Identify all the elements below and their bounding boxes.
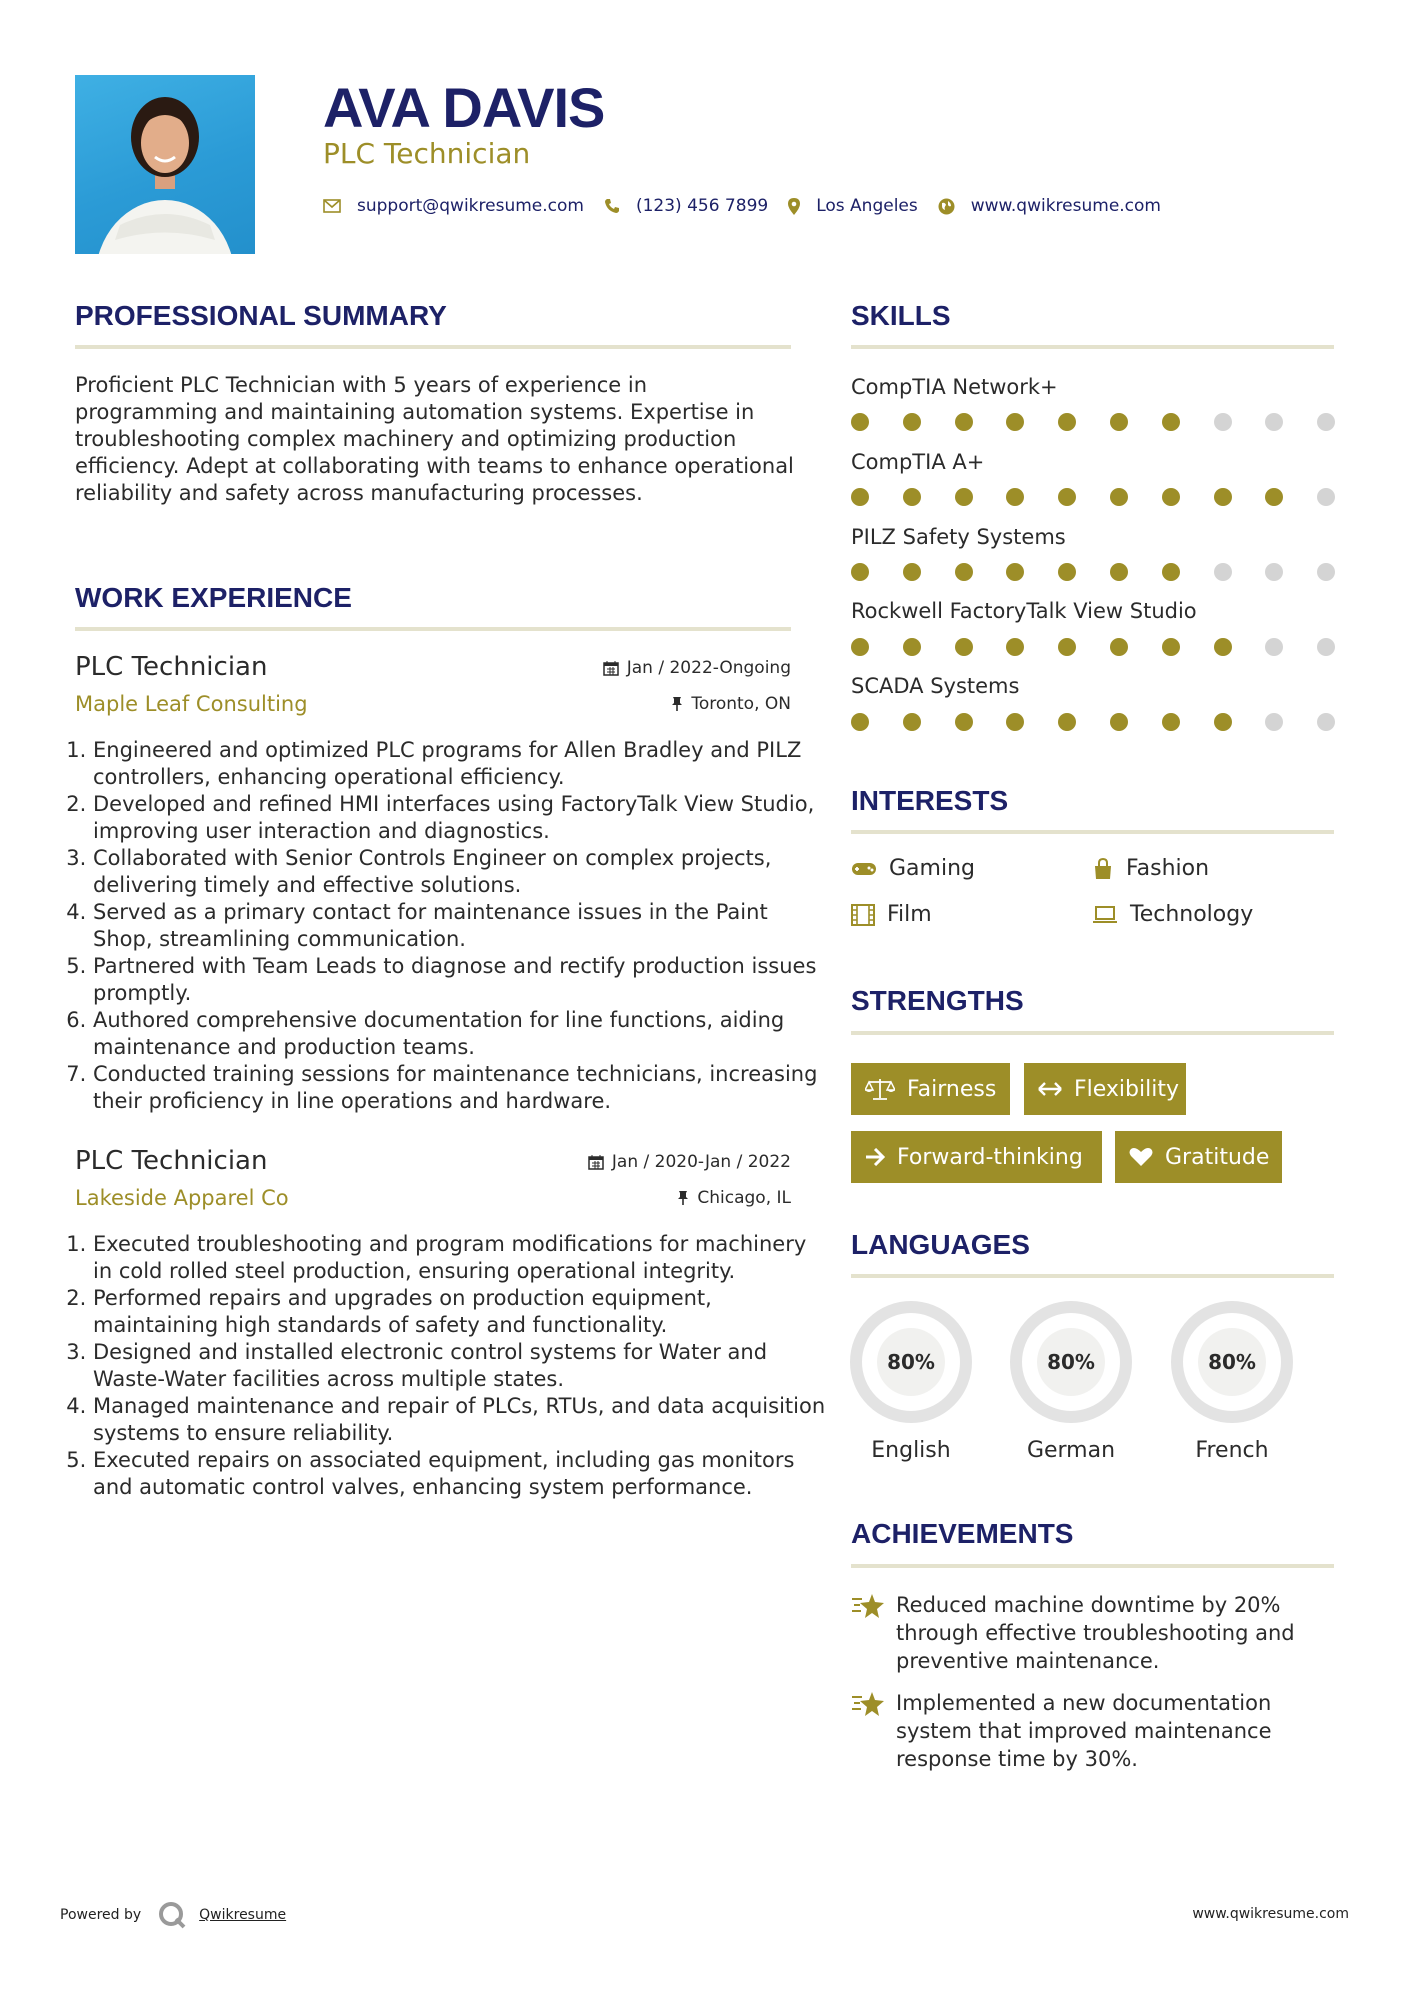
job-date-text: Jan / 2022-Ongoing bbox=[626, 658, 791, 678]
candidate-title: PLC Technician bbox=[323, 137, 531, 170]
phone-icon bbox=[604, 198, 620, 214]
balance-scale-icon bbox=[865, 1078, 895, 1100]
strengths-divider bbox=[851, 1031, 1334, 1035]
skills-heading: SKILLS bbox=[851, 300, 951, 331]
rating-dot-filled bbox=[1006, 413, 1024, 431]
rating-dot-filled bbox=[851, 638, 869, 656]
rating-dot-filled bbox=[1058, 563, 1076, 581]
list-item: 1. Engineered and optimized PLC programs for Allen Bradley and PILZ controllers, enhancing operational efficiency. bbox=[93, 737, 828, 791]
rating-dot-filled bbox=[1058, 413, 1076, 431]
rating-dot-filled bbox=[903, 638, 921, 656]
achievement-item bbox=[851, 1591, 1331, 1675]
rating-dot-filled bbox=[1162, 488, 1180, 506]
rating-dot-filled bbox=[1058, 638, 1076, 656]
job-date bbox=[588, 1152, 791, 1172]
rating-dot-filled bbox=[851, 563, 869, 581]
interest-item bbox=[851, 902, 932, 927]
pushpin-icon bbox=[671, 696, 683, 712]
skill-name: Rockwell FactoryTalk View Studio bbox=[851, 599, 1197, 623]
job-company: Lakeside Apparel Co bbox=[75, 1186, 289, 1210]
rating-dot-filled bbox=[903, 413, 921, 431]
achievements-heading: ACHIEVEMENTS bbox=[851, 1518, 1074, 1549]
rating-dot-filled bbox=[955, 713, 973, 731]
achievement-text: Implemented a new documentation system that improved maintenance response time by 30%. bbox=[896, 1691, 1272, 1771]
job-company: Maple Leaf Consulting bbox=[75, 692, 308, 716]
skill-name: PILZ Safety Systems bbox=[851, 525, 1066, 549]
skills-divider bbox=[851, 345, 1334, 349]
list-item: 2. Developed and refined HMI interfaces using FactoryTalk View Studio, improving user interaction and diagnostics. bbox=[93, 791, 828, 845]
rating-dot-empty bbox=[1214, 563, 1232, 581]
rating-dot-filled bbox=[903, 563, 921, 581]
rating-dot-empty bbox=[1265, 413, 1283, 431]
interest-label: Film bbox=[887, 902, 932, 927]
rating-dot-filled bbox=[851, 488, 869, 506]
powered-by-label: Powered by bbox=[60, 1907, 142, 1923]
contact-location: Los Angeles bbox=[816, 196, 918, 216]
strength-tag bbox=[851, 1131, 1102, 1183]
pushpin-icon bbox=[677, 1190, 689, 1206]
rating-dot-filled bbox=[1006, 638, 1024, 656]
heart-icon bbox=[1129, 1147, 1153, 1167]
language-percent: 80% bbox=[887, 1350, 935, 1374]
list-item: 5. Partnered with Team Leads to diagnose and rectify production issues promptly. bbox=[93, 953, 828, 1007]
rating-dot-filled bbox=[903, 488, 921, 506]
shopping-bag-icon bbox=[1092, 858, 1114, 880]
rating-dot-filled bbox=[955, 563, 973, 581]
arrows-horizontal-icon bbox=[1038, 1082, 1062, 1096]
rating-dot-filled bbox=[1058, 488, 1076, 506]
rating-dot-empty bbox=[1214, 413, 1232, 431]
rating-dot-filled bbox=[1006, 488, 1024, 506]
footer-website[interactable]: www.qwikresume.com bbox=[1192, 1906, 1349, 1922]
rating-dot-filled bbox=[955, 638, 973, 656]
interest-label: Gaming bbox=[889, 856, 975, 881]
language-name: French bbox=[1195, 1438, 1269, 1463]
skill-name: CompTIA A+ bbox=[851, 450, 985, 474]
languages-heading: LANGUAGES bbox=[851, 1229, 1030, 1260]
job-location-text: Chicago, IL bbox=[697, 1188, 791, 1208]
list-item: 7. Conducted training sessions for maintenance technicians, increasing their proficiency in line operations and hardware. bbox=[93, 1061, 828, 1115]
rating-dot-filled bbox=[1214, 488, 1232, 506]
language-name: German bbox=[1026, 1438, 1116, 1463]
contact-email[interactable]: support@qwikresume.com bbox=[357, 196, 584, 216]
job-role: PLC Technician bbox=[75, 1146, 268, 1176]
rating-dot-filled bbox=[1110, 488, 1128, 506]
contact-bar bbox=[323, 193, 1181, 219]
rating-dot-filled bbox=[1110, 638, 1128, 656]
rating-dot-filled bbox=[1006, 563, 1024, 581]
list-item: 6. Authored comprehensive documentation for line functions, aiding maintenance and production teams. bbox=[93, 1007, 828, 1061]
arrow-right-icon bbox=[865, 1148, 885, 1166]
strength-label: Gratitude bbox=[1165, 1144, 1270, 1170]
rating-dot-empty bbox=[1265, 638, 1283, 656]
strength-label: Flexibility bbox=[1074, 1076, 1179, 1102]
interests-heading: INTERESTS bbox=[851, 785, 1009, 816]
rating-dot-empty bbox=[1317, 488, 1335, 506]
list-item: 4. Served as a primary contact for maintenance issues in the Paint Shop, streamlining communication. bbox=[93, 899, 828, 953]
language-percent: 80% bbox=[1047, 1350, 1095, 1374]
shooting-star-icon bbox=[851, 1591, 896, 1675]
language-item bbox=[1009, 1300, 1133, 1463]
rating-dot-filled bbox=[1162, 413, 1180, 431]
calendar-icon bbox=[588, 1154, 604, 1170]
strength-label: Fairness bbox=[907, 1076, 997, 1102]
rating-dot-filled bbox=[1058, 713, 1076, 731]
achievement-text: Reduced machine downtime by 20% through effective troubleshooting and preventive maintenance. bbox=[896, 1593, 1295, 1673]
strength-tag bbox=[1024, 1063, 1186, 1115]
language-progress-ring bbox=[1170, 1300, 1294, 1424]
rating-dot-empty bbox=[1317, 563, 1335, 581]
interest-label: Technology bbox=[1130, 902, 1254, 927]
language-name: English bbox=[871, 1438, 951, 1463]
job-role: PLC Technician bbox=[75, 652, 268, 682]
rating-dot-empty bbox=[1317, 638, 1335, 656]
rating-dot-filled bbox=[1110, 413, 1128, 431]
rating-dot-filled bbox=[851, 713, 869, 731]
rating-dot-empty bbox=[1265, 713, 1283, 731]
rating-dot-filled bbox=[1214, 713, 1232, 731]
rating-dot-filled bbox=[1110, 563, 1128, 581]
globe-icon bbox=[938, 198, 955, 215]
profile-photo bbox=[75, 75, 255, 254]
strength-tag bbox=[1115, 1131, 1282, 1183]
rating-dot-filled bbox=[1162, 638, 1180, 656]
list-item: 3. Collaborated with Senior Controls Engineer on complex projects, delivering timely and effective solutions. bbox=[93, 845, 828, 899]
list-item: 1. Executed troubleshooting and program modifications for machinery in cold rolled steel production, ensuring operational integrity. bbox=[93, 1231, 828, 1285]
rating-dot-filled bbox=[1162, 563, 1180, 581]
strengths-heading: STRENGTHS bbox=[851, 985, 1024, 1016]
rating-dot-filled bbox=[1265, 488, 1283, 506]
interest-label: Fashion bbox=[1126, 856, 1210, 881]
job-date bbox=[603, 658, 791, 678]
rating-dot-filled bbox=[955, 413, 973, 431]
strength-label: Forward-thinking bbox=[897, 1144, 1083, 1170]
interest-item bbox=[1092, 856, 1209, 881]
rating-dot-empty bbox=[1265, 563, 1283, 581]
skill-name: CompTIA Network+ bbox=[851, 375, 1058, 399]
achievement-item bbox=[851, 1689, 1331, 1773]
map-marker-icon bbox=[788, 198, 800, 215]
contact-phone[interactable]: (123) 456 7899 bbox=[635, 196, 769, 216]
calendar-icon bbox=[603, 660, 619, 676]
shooting-star-icon bbox=[851, 1689, 896, 1773]
strength-tag bbox=[851, 1063, 1010, 1115]
qwikresume-logo-icon bbox=[157, 1900, 187, 1930]
summary-heading: PROFESSIONAL SUMMARY bbox=[75, 300, 447, 331]
footer-branding bbox=[60, 1900, 286, 1930]
job-location bbox=[671, 694, 791, 714]
skill-name: SCADA Systems bbox=[851, 674, 1020, 698]
experience-heading: WORK EXPERIENCE bbox=[75, 582, 352, 613]
gamepad-icon bbox=[851, 861, 877, 877]
language-item bbox=[849, 1300, 973, 1463]
rating-dot-filled bbox=[1110, 713, 1128, 731]
rating-dot-empty bbox=[1317, 413, 1335, 431]
list-item: 3. Designed and installed electronic control systems for Water and Waste-Water facilities across multiple states. bbox=[93, 1339, 828, 1393]
job-location-text: Toronto, ON bbox=[691, 694, 791, 714]
list-item: 5. Executed repairs on associated equipment, including gas monitors and automatic control valves, enhancing system performance. bbox=[93, 1447, 828, 1501]
envelope-icon bbox=[323, 199, 341, 213]
contact-website[interactable]: www.qwikresume.com bbox=[970, 196, 1161, 216]
job-date-text: Jan / 2020-Jan / 2022 bbox=[611, 1152, 791, 1172]
rating-dot-filled bbox=[955, 488, 973, 506]
list-item: 2. Performed repairs and upgrades on production equipment, maintaining high standards of safety and functionality. bbox=[93, 1285, 828, 1339]
qwikresume-link[interactable]: Qwikresume bbox=[199, 1907, 287, 1923]
candidate-name: AVA DAVIS bbox=[323, 76, 605, 139]
summary-divider bbox=[75, 345, 791, 349]
rating-dot-filled bbox=[1006, 713, 1024, 731]
achievements-divider bbox=[851, 1564, 1334, 1568]
language-item bbox=[1170, 1300, 1294, 1463]
interest-item bbox=[851, 856, 975, 881]
job-2-duties bbox=[65, 1231, 828, 1501]
rating-dot-empty bbox=[1317, 713, 1335, 731]
rating-dot-filled bbox=[1162, 713, 1180, 731]
film-icon bbox=[851, 904, 875, 926]
interest-item bbox=[1092, 902, 1253, 927]
rating-dot-filled bbox=[1214, 638, 1232, 656]
languages-divider bbox=[851, 1274, 1334, 1278]
job-1-duties bbox=[65, 737, 828, 1115]
rating-dot-filled bbox=[851, 413, 869, 431]
job-location bbox=[677, 1188, 791, 1208]
language-percent: 80% bbox=[1208, 1350, 1256, 1374]
laptop-icon bbox=[1092, 906, 1118, 924]
language-progress-ring bbox=[849, 1300, 973, 1424]
list-item: 4. Managed maintenance and repair of PLCs, RTUs, and data acquisition systems to ensure reliability. bbox=[93, 1393, 828, 1447]
summary-text: Proficient PLC Technician with 5 years of experience in programming and maintaining automation systems. Expertise in troubleshooting complex machinery and optimizing production efficiency. Adept at collaborating with teams to enhance operational reliability and safety across manufacturing processes. bbox=[75, 373, 794, 505]
experience-divider bbox=[75, 627, 791, 631]
rating-dot-filled bbox=[903, 713, 921, 731]
interests-divider bbox=[851, 830, 1334, 834]
language-progress-ring bbox=[1009, 1300, 1133, 1424]
